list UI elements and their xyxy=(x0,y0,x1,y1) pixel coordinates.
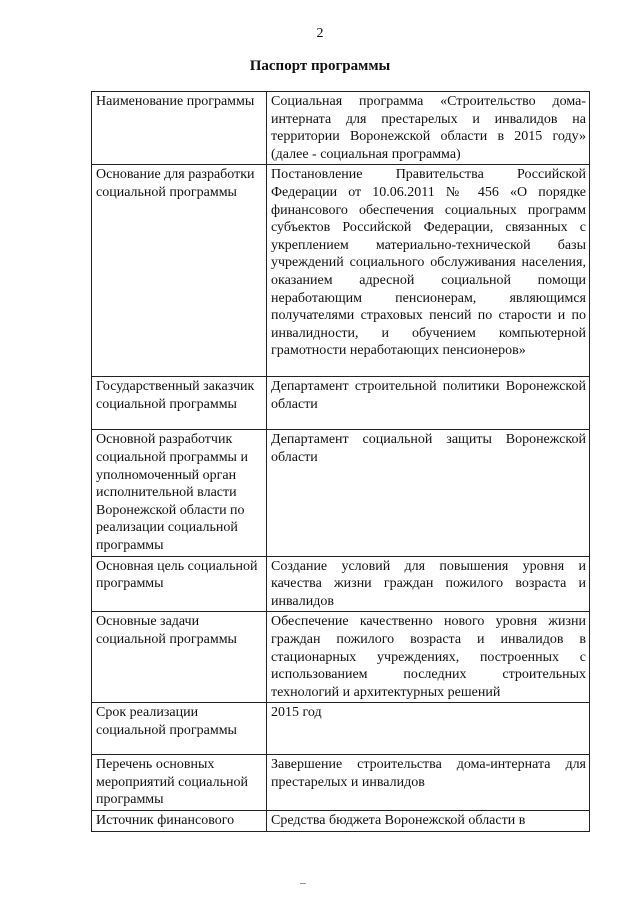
row-value: Постановление Правительства Российской Федерации от 10.06.2011 № 456 «О порядке финансового обеспечения социальных программ субъектов Российской Федерации, связанных с укреплением материально-технической базы учреждений социального обслуживания населения, оказанием адресной социальной помощи неработающим пенсионерам, являющимся получателями страховых пенсий по старости и по инвалидности, и обучением компьютерной грамотности неработающих пенсионеров» xyxy=(267,165,590,377)
table-row xyxy=(92,811,590,832)
row-label: Срок реализации социальной программы xyxy=(92,703,267,755)
row-value: Средства бюджета Воронежской области в xyxy=(267,811,590,832)
row-value: Создание условий для повышения уровня и качества жизни граждан пожилого возраста и инвалидов xyxy=(267,556,590,612)
row-label: Основная цель социальной программы xyxy=(92,556,267,612)
table-row xyxy=(92,703,590,755)
row-label: Основные задачи социальной программы xyxy=(92,612,267,703)
row-value: Департамент социальной защиты Воронежской области xyxy=(267,430,590,556)
row-value: Департамент строительной политики Воронежской области xyxy=(267,377,590,430)
table-row xyxy=(92,755,590,811)
row-value: Социальная программа «Строительство дома-интерната для престарелых и инвалидов на территории Воронежской области в 2015 году» (далее - социальная программа) xyxy=(267,92,590,165)
row-label: Основание для разработки социальной программы xyxy=(92,165,267,377)
table-row xyxy=(92,430,590,556)
row-label: Наименование программы xyxy=(92,92,267,165)
page-title: Паспорт программы xyxy=(249,58,391,74)
table-row xyxy=(92,556,590,612)
table-row xyxy=(92,377,590,430)
row-value: Завершение строительства дома-интерната для престарелых и инвалидов xyxy=(267,755,590,811)
program-passport-table xyxy=(91,91,590,832)
row-label: Государственный заказчик социальной программы xyxy=(92,377,267,430)
row-label: Основной разработчик социальной программы и уполномоченный орган исполнительной власти Воронежской области по реализации социальной программы xyxy=(92,430,267,556)
row-value: 2015 год xyxy=(267,703,590,755)
table-row xyxy=(92,92,590,165)
row-value: Обеспечение качественно нового уровня жизни граждан пожилого возраста и инвалидов в стационарных учреждениях, построенных с использованием последних строительных технологий и архитектурных решений xyxy=(267,612,590,703)
row-label: Источник финансового xyxy=(92,811,267,832)
row-label: Перечень основных мероприятий социальной программы xyxy=(92,755,267,811)
table-row xyxy=(92,612,590,703)
table-row xyxy=(92,165,590,377)
scan-mark xyxy=(300,883,306,884)
page-number: 2 xyxy=(316,26,324,41)
